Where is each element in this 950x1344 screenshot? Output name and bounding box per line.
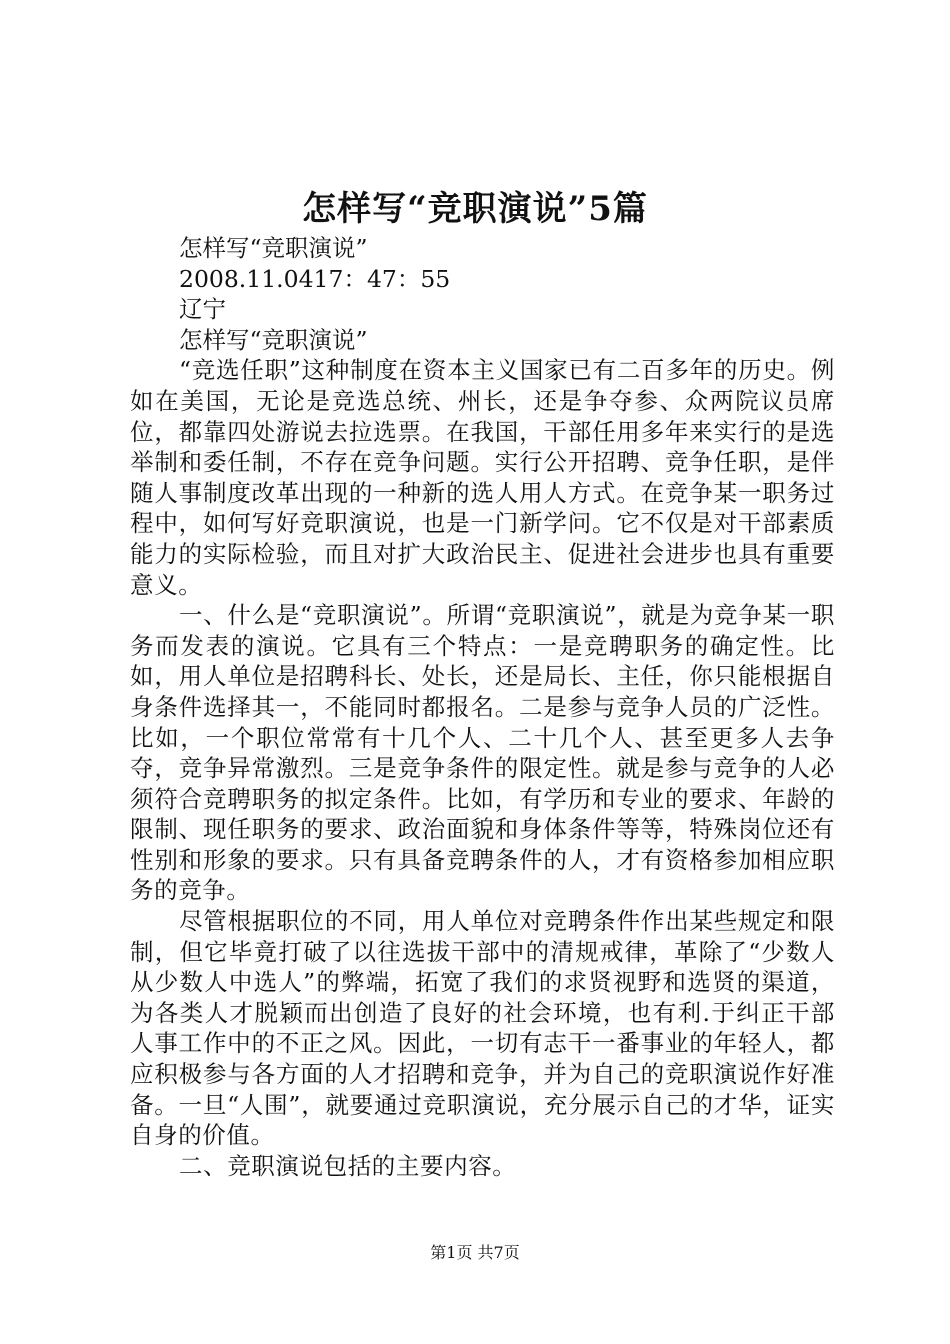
document-title: 怎样写“竞职演说”5篇 [302,189,648,229]
paragraph-section-two-heading: 二、竞职演说包括的主要内容。 [179,1151,517,1180]
header-line-subtitle: 怎样写“竞职演说” [179,325,368,354]
document-body [130,233,835,1181]
header-line-datetime: 2008.11.0417：47：55 [179,264,451,293]
paragraph-intro: “竞选任职”这种制度在资本主义国家已有二百多年的历史。例如在美国，无论是竞选总统、州长，还是争夺参、众两院议员席位，都靠四处游说去拉选票。在我国，干部任用多年来实行的是选举制和委任制，不存在竞争问题。实行公开招聘、竞争任职，是伴随人事制度改革出现的一种新的选人用人方式。在竞争某一职务过程中，如何写好竞职演说，也是一门新学问。它不仅是对干部素质能力的实际检验，而且对扩大政治民主、促进社会进步也具有重要意义。 [130,356,835,599]
paragraph-section-one: 一、什么是“竞职演说”。所谓“竞职演说”，就是为竞争某一职务而发表的演说。它具有三个特点：一是竞聘职务的确定性。比如，用人单位是招聘科长、处长，还是局长、主任，你只能根据自身条件选择其一，不能同时都报名。二是参与竞争人员的广泛性。比如，一个职位常常有十几个人、二十几个人、甚至更多人去争夺，竞争异常激烈。三是竞争条件的限定性。就是参与竞争的人必须符合竞聘职务的拟定条件。比如，有学历和专业的要求、年龄的限制、现任职务的要求、政治面貌和身体条件等等，特殊岗位还有性别和形象的要求。只有具备竞聘条件的人，才有资格参加相应职务的竞争。 [130,601,835,905]
page-footer: 第1页 共7页 [430,1243,520,1262]
header-line-title: 怎样写“竞职演说” [179,234,368,262]
header-line-location: 辽宁 [179,295,226,324]
paragraph-section-one-continued: 尽管根据职位的不同，用人单位对竞聘条件作出某些规定和限制，但它毕竟打破了以往选拔干部中的清规戒律，革除了“少数人从少数人中选人”的弊端，拓宽了我们的求贤视野和选贤的渠道，为各类人才脱颖而出创造了良好的社会环境，也有利.于纠正干部人事工作中的不正之风。因此，一切有志干一番事业的年轻人，都应积极参与各方面的人才招聘和竞争，并为自己的竞职演说作好准备。一旦“人围”，就要通过竞职演说，充分展示自己的才华，证实自身的价值。 [130,907,835,1150]
